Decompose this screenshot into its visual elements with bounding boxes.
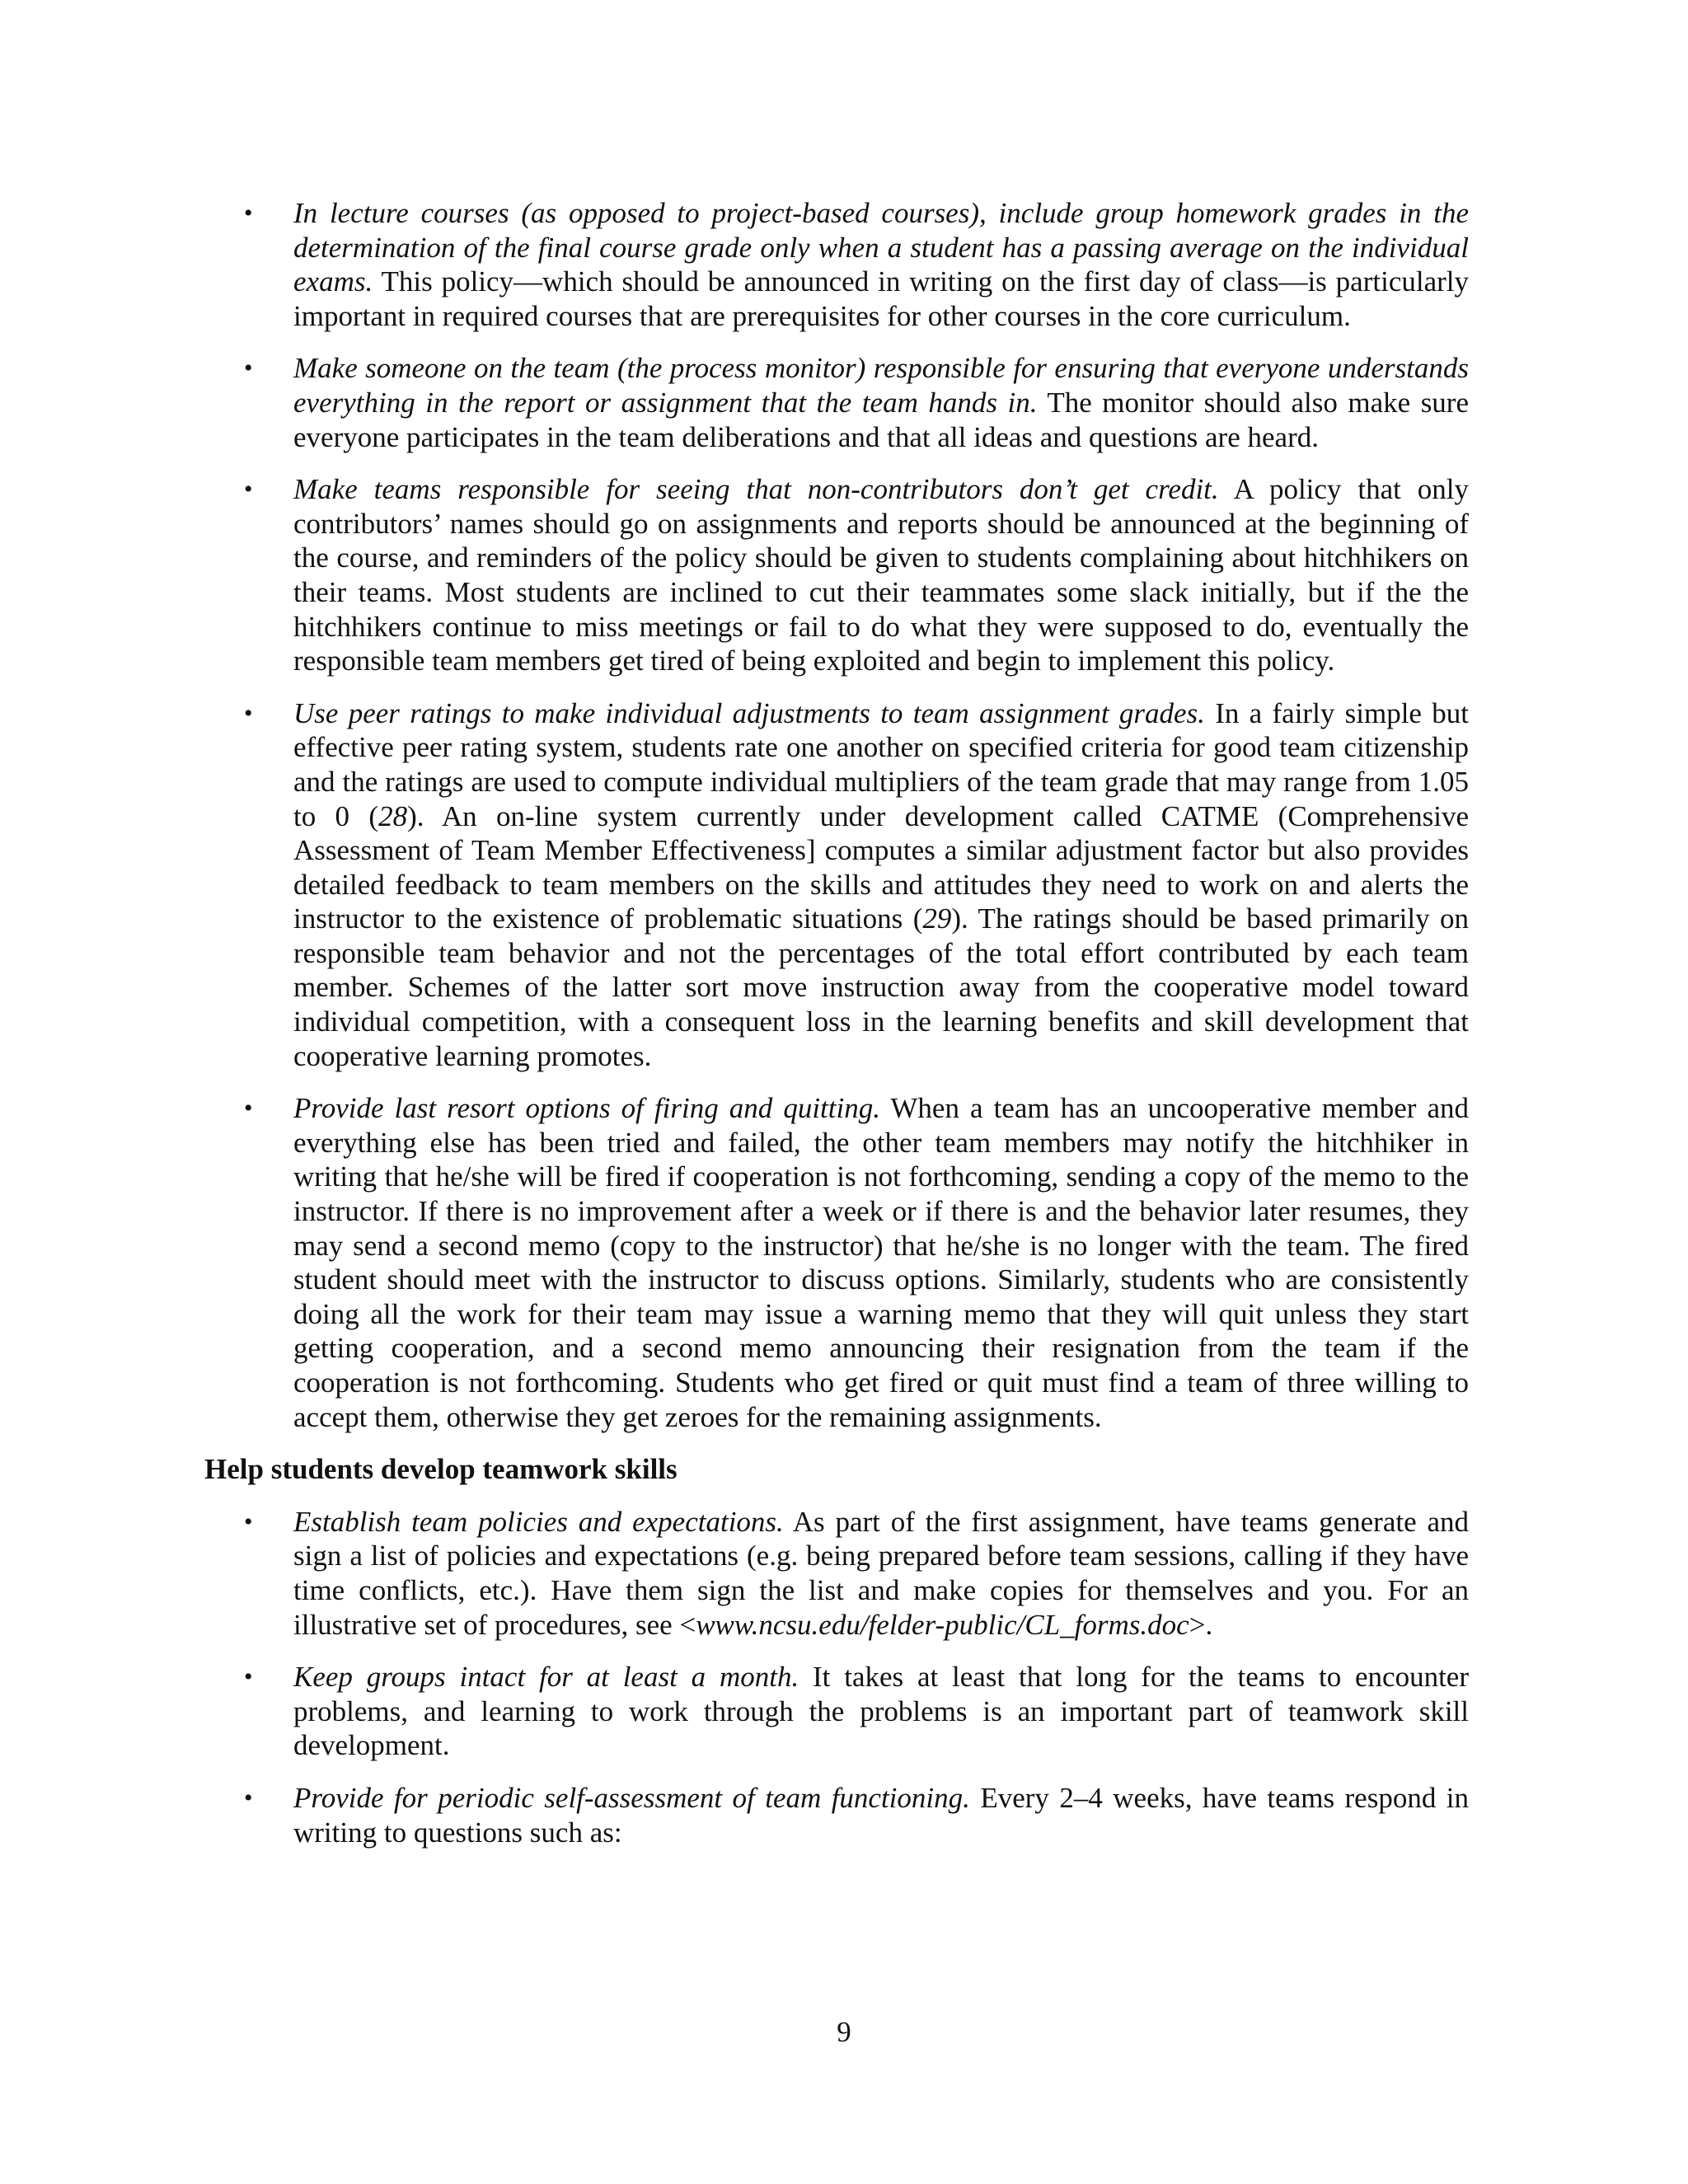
item-text: The monitor should also make sure everyone participates in the team deliberations and that all ideas and questions are heard.	[293, 386, 1469, 453]
item-text: As part of the first assignment, have teams generate and sign a list of policies and expectations (e.g. being prepared before team sessions, calling if they have time conflicts, etc.). Have them sign the list and make copies for themselves and you. For an illustrative set of procedures, see <	[293, 1505, 1470, 1641]
item-text: Every 2–4 weeks, have teams respond in writing to questions such as:	[293, 1781, 1469, 1849]
section-heading: Help students develop teamwork skills	[204, 1453, 678, 1486]
item-emphasis: Provide last resort options of firing and quitting.	[293, 1092, 880, 1125]
bullet-icon: •	[244, 699, 253, 727]
document-page	[204, 196, 1469, 1868]
list-item	[204, 1505, 1469, 1642]
bullet-list-teamwork-skills	[204, 1505, 1469, 1849]
item-emphasis: Use peer ratings to make individual adjustments to team assignment grades.	[293, 696, 1205, 729]
bullet-icon: •	[244, 1663, 253, 1691]
item-text: ). The ratings should be based primarily on responsible team behavior and not the percentages of the total effort contributed by each team member. Schemes of the latter sort move instruction away from the cooperative model toward individual competition, with a consequent loss in the learning benefits and skill development that cooperative learning promotes.	[293, 902, 1469, 1072]
item-text: When a team has an uncooperative member and everything else has been tried and failed, the other team members may notify the hitchhiker in writing that he/she will be fired if cooperation is not forthcoming, sending a copy of the memo to the instructor. If there is no improvement after a week or if there is and the behavior later resumes, they may send a second memo (copy to the instructor) that he/she is no longer with the team. The fired student should meet with the instructor to discuss options. Similarly, students who are consistently doing all the work for their team may issue a warning memo that they will quit unless they start getting cooperation, and a second memo announcing their resignation from the team if the cooperation is not forthcoming. Students who get fired or quit must find a team of three willing to accept them, otherwise they get zeroes for the remaining assignments.	[293, 1092, 1469, 1433]
list-item	[204, 351, 1469, 454]
item-text: In a fairly simple but effective peer rating system, students rate one another on specified criteria for good team citizenship and the ratings are used to compute individual multipliers of the team grade that may range from 1.05 to 0 (	[293, 696, 1469, 832]
bullet-icon: •	[244, 199, 253, 227]
bullet-icon: •	[244, 1507, 253, 1535]
item-emphasis: Make someone on the team (the process monitor) responsible for ensuring that everyone understands everything in the report or assignment that the team hands in.	[293, 352, 1469, 419]
citation-reference: 28	[378, 799, 408, 832]
list-item	[204, 196, 1469, 333]
item-text: It takes at least that long for the teams to encounter problems, and learning to work through the problems is an important part of teamwork skill development.	[293, 1661, 1469, 1762]
list-item	[204, 696, 1469, 1074]
page-number: 9	[837, 2016, 851, 2048]
bullet-icon: •	[244, 476, 253, 504]
list-item	[204, 1091, 1469, 1434]
bullet-icon: •	[244, 354, 253, 382]
item-text: >.	[1189, 1608, 1213, 1641]
citation-reference: 29	[922, 902, 952, 935]
item-emphasis: Establish team policies and expectations.	[293, 1505, 784, 1538]
bullet-icon: •	[244, 1783, 253, 1811]
forms-url-link[interactable]: www.ncsu.edu/felder-public/CL_forms.doc	[696, 1608, 1189, 1641]
list-item	[204, 1660, 1469, 1763]
item-text: ). An on-line system currently under development called CATME (Comprehensive Assessment of Team Member Effectiveness] computes a similar adjustment factor but also provides detailed feedback to team members on the skills and attitudes they need to work on and alerts the instructor to the existence of problematic situations (	[293, 799, 1469, 935]
list-item	[204, 472, 1469, 678]
item-emphasis: Provide for periodic self-assessment of team functioning.	[293, 1781, 970, 1814]
bullet-icon: •	[244, 1094, 253, 1122]
item-emphasis: In lecture courses (as opposed to project-based courses), include group homework grades in the determination of the final course grade only when a student has a passing average on the individual exams.	[293, 197, 1469, 298]
item-emphasis: Make teams responsible for seeing that non-contributors don’t get credit.	[293, 473, 1219, 506]
item-text: A policy that only contributors’ names should go on assignments and reports should be announced at the beginning of the course, and reminders of the policy should be given to students complaining about hitchhikers on their teams. Most students are inclined to cut their teammates some slack initially, but if the the hitchhikers continue to miss meetings or fail to do what they were supposed to do, eventually the responsible team members get tired of being exploited and begin to implement this policy.	[293, 473, 1469, 677]
list-item	[204, 1781, 1469, 1849]
item-text: This policy—which should be announced in writing on the first day of class—is particularly important in required courses that are prerequisites for other courses in the core curriculum.	[293, 265, 1469, 332]
bullet-list-grading-policies	[204, 196, 1469, 1434]
item-emphasis: Keep groups intact for at least a month.	[293, 1661, 799, 1694]
